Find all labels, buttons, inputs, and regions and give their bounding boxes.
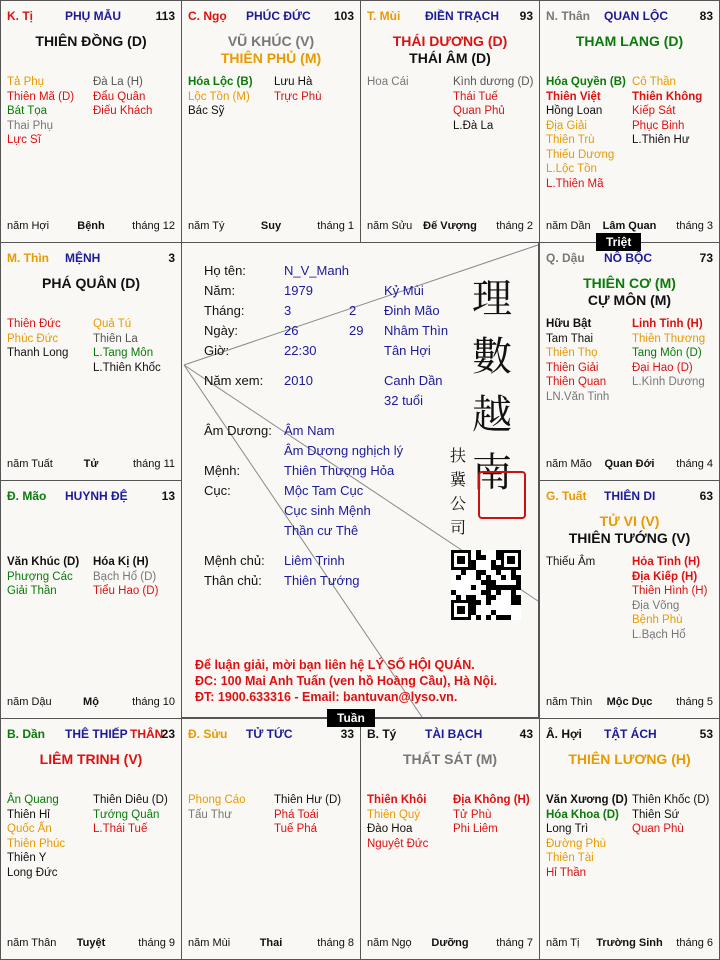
minor-star: Tam Thai <box>546 332 594 345</box>
palace-age: 3 <box>168 251 175 265</box>
palace-name: TẬT ÁCH <box>604 727 657 741</box>
month-label: tháng 11 <box>132 458 175 470</box>
minor-star: L.Thái Tuế <box>93 823 148 835</box>
month-label: tháng 5 <box>676 696 713 708</box>
minor-star: Tiểu Hao (D) <box>93 585 159 597</box>
minor-stars-right <box>453 793 530 837</box>
cuc-value: Cục sinh Mệnh <box>284 503 371 518</box>
minor-star: Đà La (H) <box>93 76 143 88</box>
year-label: năm Hợi <box>7 220 50 232</box>
earthly-branch: B. Dần <box>7 727 46 741</box>
minor-star: Thiên Khốc (D) <box>632 794 710 806</box>
minor-star: Thiên La <box>93 332 138 345</box>
main-star: THẤT SÁT (M) <box>402 751 498 767</box>
minor-star: Hữu Bật <box>546 318 592 330</box>
minor-star: LN.Văn Tinh <box>546 390 610 403</box>
minor-stars-left <box>546 75 626 191</box>
month-label: tháng 12 <box>132 220 175 232</box>
minor-stars-left <box>367 793 428 851</box>
year-label: năm Tuất <box>7 458 53 470</box>
earthly-branch: K. Tị <box>7 9 33 23</box>
palace-footer <box>546 220 713 234</box>
minor-stars-right <box>632 555 707 642</box>
current-age: 32 tuổi <box>384 393 424 408</box>
life-stage: Mộc Dục <box>606 696 653 708</box>
month-label: tháng 8 <box>317 937 354 949</box>
palace-cell-tuat <box>539 480 720 719</box>
minor-star: Thiên Trù <box>546 134 595 146</box>
year-label: năm Tý <box>188 220 225 232</box>
minor-star: Phá Toái <box>274 808 319 821</box>
palace-footer <box>367 937 533 951</box>
minor-star: Thiên Tài <box>546 852 594 864</box>
minor-star: Thiếu Âm <box>546 556 596 568</box>
info-label: Họ tên: <box>204 263 246 278</box>
month-label: tháng 7 <box>496 937 533 949</box>
body-palace-marker: THÂN <box>130 727 164 741</box>
minor-star: Thiên Giải <box>546 361 599 374</box>
month-label: tháng 3 <box>676 220 713 232</box>
minor-star: Đại Hao (D) <box>632 361 693 374</box>
palace-cell-ti <box>0 0 182 243</box>
minor-star: Lộc Tồn (M) <box>188 90 250 103</box>
life-stage: Quan Đới <box>604 458 655 470</box>
palace-age: 113 <box>155 9 175 23</box>
palace-age: 33 <box>340 727 354 741</box>
palace-header <box>7 9 175 25</box>
main-stars <box>540 33 719 50</box>
minor-star: Bệnh Phù <box>632 614 683 626</box>
month-label: tháng 6 <box>676 937 713 949</box>
minor-star: Địa Không (H) <box>453 794 530 806</box>
minor-star: L.Tang Môn <box>93 347 154 359</box>
info-label: Năm xem: <box>204 373 264 388</box>
palace-name: QUAN LỘC <box>604 9 668 23</box>
main-star: THAM LANG (D) <box>575 33 684 49</box>
minor-star: Văn Khúc (D) <box>7 556 80 568</box>
palace-cell-suu <box>181 718 361 960</box>
info-solar-value: 2010 <box>284 373 313 388</box>
contact-line: ĐT: 1900.633316 - Email: bantuvan@lyso.vn. <box>195 690 458 704</box>
palace-footer <box>367 220 533 234</box>
minor-star: Phượng Các <box>7 570 73 583</box>
palace-footer <box>546 937 713 951</box>
minor-stars-right <box>453 75 533 133</box>
minor-star: Kiếp Sát <box>632 105 676 117</box>
palace-header <box>367 727 533 743</box>
earthly-branch: Q. Dậu <box>546 251 585 265</box>
menh-value: Thiên Thượng Hỏa <box>284 463 395 478</box>
info-canchi-value: Đinh Mão <box>384 303 440 318</box>
life-stage: Lâm Quan <box>602 220 657 232</box>
minor-star: Đào Hoa <box>367 823 413 835</box>
minor-star: Bạch Hổ (D) <box>93 570 157 583</box>
main-star: THIÊN CƠ (M) <box>583 275 676 291</box>
main-stars <box>540 275 719 309</box>
main-stars <box>540 751 719 768</box>
minor-star: Thiên Đức <box>7 318 61 330</box>
minor-star: Thai Phụ <box>7 119 54 132</box>
seal-small-char: 扶 <box>450 446 467 465</box>
minor-stars-right <box>93 555 158 599</box>
year-label: năm Thìn <box>546 696 593 708</box>
year-label: năm Dậu <box>7 696 52 708</box>
life-stage: Mộ <box>83 696 99 708</box>
minor-stars-left <box>546 317 609 404</box>
year-label: năm Mùi <box>188 937 231 949</box>
earthly-branch: N. Thân <box>546 9 590 23</box>
minor-star: Văn Xương (D) <box>546 794 628 806</box>
minor-star: Thiên Sứ <box>632 808 680 821</box>
minor-star: Thiên Không <box>632 90 703 103</box>
info-label: Giờ: <box>204 343 230 358</box>
calligraphy-char: 南 <box>472 450 512 496</box>
palace-footer <box>546 458 713 472</box>
main-star: CỰ MÔN (M) <box>587 292 672 308</box>
minor-star: Linh Tinh (H) <box>632 318 703 330</box>
minor-star: Bác Sỹ <box>188 105 225 117</box>
minor-star: Thái Tuế <box>453 90 498 103</box>
info-label: Mệnh: <box>204 463 241 478</box>
palace-cell-hoi <box>539 718 720 960</box>
info-label: Mệnh chủ: <box>204 553 265 568</box>
month-label: tháng 2 <box>496 220 533 232</box>
minor-star: L.Thiên Khốc <box>93 361 161 374</box>
minor-stars-right <box>93 75 152 119</box>
palace-header <box>546 727 713 743</box>
minor-stars-left <box>7 555 79 599</box>
minor-star: Tả Phụ <box>7 76 45 88</box>
palace-header <box>367 9 533 25</box>
earthly-branch: Â. Hợi <box>546 727 582 741</box>
minor-stars-left <box>546 793 628 880</box>
minor-star: Hóa Lộc (B) <box>188 76 253 88</box>
minor-star: Trực Phù <box>274 90 322 103</box>
palace-header <box>188 9 354 25</box>
info-label: Ngày: <box>204 323 238 338</box>
minor-star: Quả Tú <box>93 318 132 330</box>
main-star: THÁI DƯƠNG (D) <box>392 33 508 49</box>
minor-stars-left <box>188 75 253 119</box>
palace-footer <box>7 937 175 951</box>
minor-star: L.Kình Dương <box>632 376 705 388</box>
year-label: năm Sửu <box>367 220 413 232</box>
minor-star: Tang Môn (D) <box>632 347 702 359</box>
palace-age: 43 <box>519 727 533 741</box>
seal-small-char: 冀 <box>450 470 467 489</box>
life-stage: Trường Sinh <box>596 937 663 949</box>
minor-stars-left <box>7 317 68 361</box>
palace-name: PHÚC ĐỨC <box>246 9 311 23</box>
minor-star: Thiên Mã (D) <box>7 90 75 103</box>
main-star: VŨ KHÚC (V) <box>227 33 315 49</box>
info-canchi-value: Kỷ Mùi <box>384 283 424 298</box>
palace-footer <box>188 937 354 951</box>
cuc-value: Mộc Tam Cục <box>284 483 364 498</box>
minor-star: L.Bạch Hổ <box>632 628 686 641</box>
minor-stars-right <box>632 317 705 390</box>
life-stage: Thai <box>259 937 283 949</box>
info-lunar-value: 29 <box>349 323 364 338</box>
palace-header <box>546 251 713 267</box>
main-star: PHÁ QUÂN (D) <box>42 275 140 291</box>
month-label: tháng 4 <box>676 458 713 470</box>
year-label: năm Tị <box>546 937 580 949</box>
minor-star: Tuế Phá <box>274 823 318 835</box>
minor-star: Thiên Việt <box>546 90 601 103</box>
than-chu-value: Thiên Tướng <box>284 573 360 588</box>
info-lunar-value: 2 <box>349 303 357 318</box>
calligraphy-char: 數 <box>472 334 512 380</box>
minor-star: Hoa Cái <box>367 76 409 88</box>
minor-star: L.Đà La <box>453 119 494 132</box>
year-label: năm Mão <box>546 458 592 470</box>
life-stage: Đế Vượng <box>423 220 477 232</box>
main-star: THIÊN TƯỚNG (V) <box>568 530 691 546</box>
palace-name: MỆNH <box>65 251 101 265</box>
minor-star: Lưu Hà <box>274 76 313 88</box>
minor-star: L.Thiên Hư <box>632 134 690 146</box>
minor-star: Tấu Thư <box>188 808 232 821</box>
minor-star: Thiên Hình (H) <box>632 585 708 597</box>
minor-stars-right <box>274 75 322 104</box>
minor-stars-left <box>7 75 74 148</box>
info-label: Âm Dương: <box>204 423 272 438</box>
info-solar-value: 26 <box>284 323 299 338</box>
palace-cell-ty <box>360 718 540 960</box>
palace-name: HUYNH ĐỆ <box>65 489 128 503</box>
palace-age: 73 <box>699 251 713 265</box>
life-stage: Tuyệt <box>76 937 106 949</box>
cuc-value: Thần cư Thê <box>284 523 359 538</box>
main-star: THIÊN ĐỒNG (D) <box>35 33 147 49</box>
info-solar-value: N_V_Manh <box>284 263 350 278</box>
earthly-branch: G. Tuất <box>546 489 587 503</box>
earthly-branch: M. Thìn <box>7 251 49 265</box>
minor-star: Thanh Long <box>7 347 69 359</box>
minor-stars-right <box>632 793 709 837</box>
minor-star: Giải Thần <box>7 585 57 597</box>
palace-cell-dan <box>0 718 182 960</box>
minor-star: Ân Quang <box>7 794 59 806</box>
info-label: Thân chủ: <box>204 573 262 588</box>
minor-star: Thiên Khôi <box>367 794 427 806</box>
main-stars <box>361 751 539 768</box>
minor-star: Thiên Phúc <box>7 837 66 850</box>
life-stage: Tử <box>83 458 99 470</box>
palace-footer <box>7 458 175 472</box>
main-stars <box>361 33 539 67</box>
palace-cell-mao <box>0 480 182 719</box>
minor-star: Phi Liêm <box>453 823 498 835</box>
minor-stars-left <box>7 793 65 880</box>
minor-star: Địa Võng <box>632 599 680 612</box>
minor-star: Quan Phù <box>632 823 684 835</box>
palace-name: ĐIỀN TRẠCH <box>425 9 499 23</box>
minor-star: Hồng Loan <box>546 105 603 117</box>
minor-star: Hỉ Thần <box>546 866 587 879</box>
qr-code-icon <box>451 550 521 620</box>
minor-star: Hóa Kị (H) <box>93 556 149 568</box>
palace-cell-thin <box>0 242 182 481</box>
life-stage: Suy <box>260 220 282 232</box>
palace-age: 83 <box>699 9 713 23</box>
palace-name: THÊ THIẾP <box>65 727 128 741</box>
minor-star: Long Đức <box>7 866 58 879</box>
main-stars <box>540 513 719 547</box>
palace-age: 103 <box>333 9 354 23</box>
palace-header <box>7 489 175 505</box>
minor-star: Tướng Quân <box>93 808 160 821</box>
palace-name: TÀI BẠCH <box>425 727 483 741</box>
info-canchi-value: Canh Dần <box>384 373 443 388</box>
tuan-tag: Tuần <box>327 709 375 727</box>
minor-star: Thiên Thọ <box>546 347 598 359</box>
palace-footer <box>546 696 713 710</box>
info-canchi-value: Nhâm Thìn <box>384 323 449 338</box>
minor-star: Phúc Đức <box>7 332 59 345</box>
minor-star: Địa Kiếp (H) <box>632 570 698 583</box>
palace-cell-dau <box>539 242 720 481</box>
main-stars <box>182 33 360 67</box>
earthly-branch: T. Mùi <box>367 9 401 23</box>
palace-name: NÔ BỘC <box>604 251 652 265</box>
minor-star: Thiên Hư (D) <box>274 794 342 806</box>
earthly-branch: Đ. Sửu <box>188 727 228 741</box>
minor-star: Bát Tọa <box>7 105 48 117</box>
minor-stars-left <box>546 555 595 570</box>
palace-header <box>188 727 354 743</box>
am-duong-value: Âm Dương nghịch lý <box>284 443 404 458</box>
minor-star: Thiếu Dương <box>546 148 615 161</box>
main-star: TỬ VI (V) <box>599 513 660 529</box>
main-stars <box>1 751 181 768</box>
minor-star: L.Lộc Tồn <box>546 163 597 175</box>
minor-stars-left <box>188 793 246 822</box>
center-info-panel <box>181 242 539 718</box>
earthly-branch: C. Ngọ <box>188 9 227 23</box>
palace-age: 13 <box>161 489 175 503</box>
info-label: Tháng: <box>204 303 245 318</box>
minor-star: Kình dương (D) <box>453 76 534 88</box>
palace-footer <box>7 220 175 234</box>
palace-age: 23 <box>161 727 175 741</box>
minor-star: Hóa Khoa (D) <box>546 808 619 821</box>
life-stage: Bệnh <box>77 220 105 232</box>
palace-header <box>7 727 175 743</box>
info-label: Cục: <box>204 483 231 498</box>
earthly-branch: B. Tý <box>367 727 397 741</box>
minor-star: Quan Phủ <box>453 105 505 117</box>
contact-line: ĐC: 100 Mai Anh Tuấn (ven hồ Hoàng Cầu), Hà Nội. <box>195 674 498 688</box>
palace-cell-mui <box>360 0 540 243</box>
minor-star: Thiên Quý <box>367 808 421 821</box>
red-seal-stamp <box>478 471 526 519</box>
minor-star: Hóa Quyền (B) <box>546 76 626 88</box>
palace-header <box>546 489 713 505</box>
minor-star: Địa Giải <box>546 119 587 132</box>
palace-cell-than <box>539 0 720 243</box>
minor-stars-left <box>367 75 409 90</box>
info-solar-value: 3 <box>284 303 292 318</box>
minor-star: Thiên Hỉ <box>7 808 50 821</box>
year-label: năm Dần <box>546 220 591 232</box>
palace-age: 63 <box>699 489 713 503</box>
minor-star: Đẩu Quân <box>93 90 146 103</box>
palace-footer <box>7 696 175 710</box>
palace-name: THIÊN DI <box>604 489 656 503</box>
palace-footer <box>188 220 354 234</box>
triet-tag: Triệt <box>596 233 641 251</box>
minor-star: Phục Binh <box>632 119 685 132</box>
palace-name: TỬ TỨC <box>246 727 293 741</box>
minor-star: Thiên Diêu (D) <box>93 794 168 806</box>
main-stars <box>1 33 181 50</box>
palace-name: PHỤ MẪU <box>65 9 121 23</box>
palace-age: 93 <box>519 9 533 23</box>
palace-header <box>546 9 713 25</box>
minor-stars-right <box>93 793 168 837</box>
contact-line: Để luận giải, mời bạn liên hệ LÝ SỐ HỘI QUÁN. <box>195 658 475 672</box>
minor-star: Cô Thần <box>632 76 676 88</box>
minor-star: Điếu Khách <box>93 105 153 117</box>
seal-small-char: 司 <box>450 518 467 537</box>
main-stars <box>1 275 181 292</box>
minor-star: Nguyệt Đức <box>367 837 429 850</box>
life-stage: Dưỡng <box>431 937 469 949</box>
minor-star: Lực Sĩ <box>7 134 41 146</box>
minor-star: Thiên Thương <box>632 332 706 345</box>
minor-stars-right <box>274 793 341 837</box>
minor-stars-right <box>632 75 702 148</box>
earthly-branch: Đ. Mão <box>7 489 47 503</box>
seal-small-char: 公 <box>450 494 467 513</box>
info-solar-value: 22:30 <box>284 343 317 358</box>
minor-star: Quốc Ấn <box>7 823 52 835</box>
main-star: THÁI ÂM (D) <box>409 50 491 66</box>
minor-stars-right <box>93 317 161 375</box>
palace-age: 53 <box>699 727 713 741</box>
month-label: tháng 1 <box>317 220 354 232</box>
palace-cell-ngo <box>181 0 361 243</box>
minor-star: Thiên Quan <box>546 376 607 388</box>
palace-header <box>7 251 175 267</box>
menh-chu-value: Liêm Trinh <box>284 553 345 568</box>
minor-star: Đường Phù <box>546 837 606 850</box>
minor-star: L.Thiên Mã <box>546 177 604 190</box>
month-label: tháng 10 <box>132 696 175 708</box>
minor-star: Hỏa Tinh (H) <box>632 556 701 568</box>
info-label: Năm: <box>204 283 236 298</box>
year-label: năm Thân <box>7 937 57 949</box>
main-star: THIÊN LƯƠNG (H) <box>568 751 691 767</box>
main-star: LIÊM TRINH (V) <box>39 751 143 767</box>
calligraphy-char: 越 <box>472 392 512 438</box>
info-canchi-value: Tân Hợi <box>384 343 431 358</box>
main-star: THIÊN PHỦ (M) <box>220 50 322 66</box>
minor-star: Phong Cáo <box>188 794 246 806</box>
am-duong-value: Âm Nam <box>284 423 335 438</box>
minor-star: Thiên Y <box>7 852 47 864</box>
contact-info <box>195 657 497 705</box>
info-solar-value: 1979 <box>284 283 313 298</box>
month-label: tháng 9 <box>138 937 175 949</box>
calligraphy-char: 理 <box>472 276 512 322</box>
minor-star: Long Trì <box>546 823 589 835</box>
minor-star: Tử Phù <box>453 808 492 821</box>
year-label: năm Ngọ <box>367 937 412 949</box>
